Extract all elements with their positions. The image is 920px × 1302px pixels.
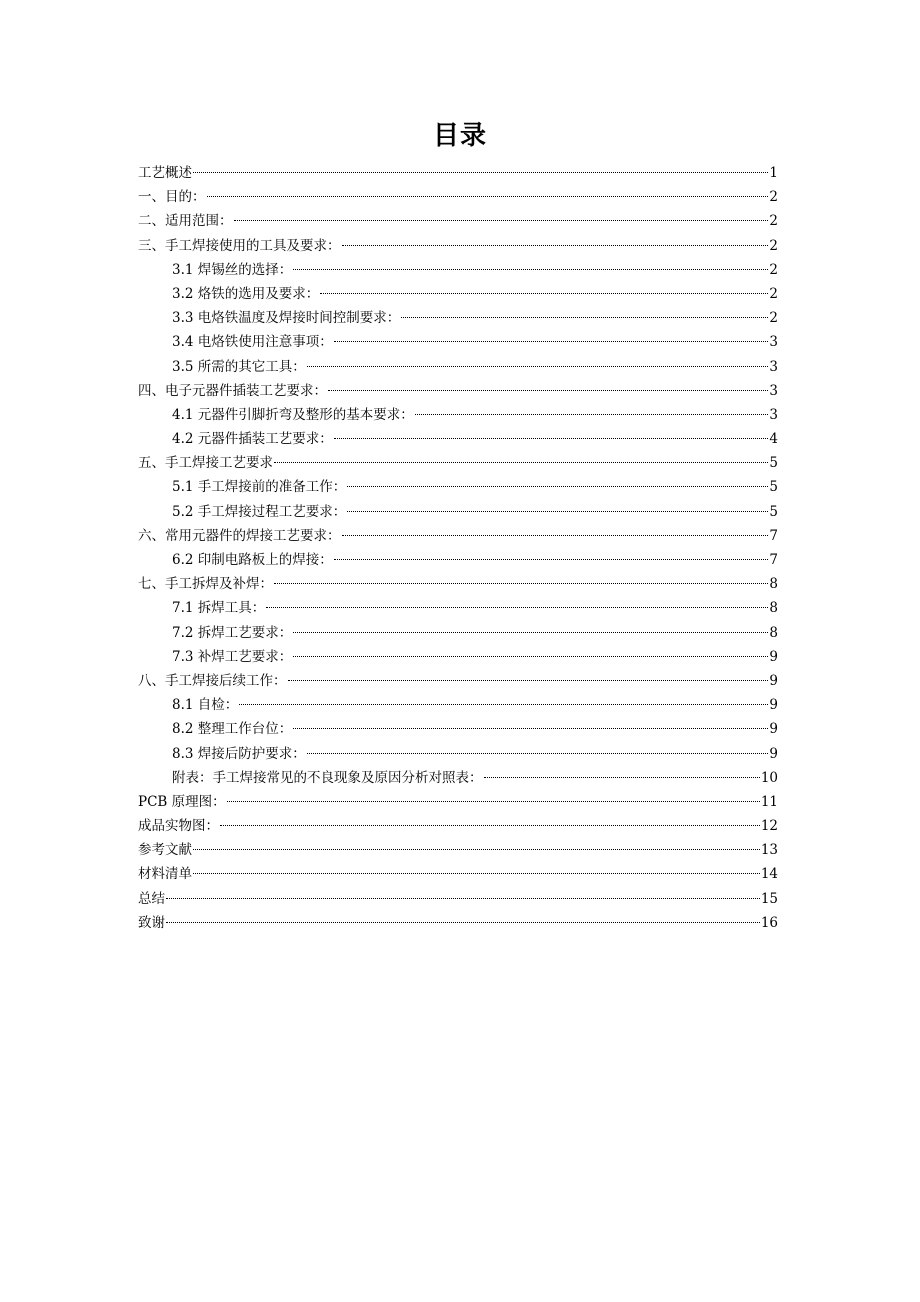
toc-entry-page-number: 3 bbox=[769, 358, 778, 375]
toc-entry[interactable] bbox=[138, 258, 778, 282]
toc-entry[interactable] bbox=[138, 403, 778, 427]
toc-entry-label: 7.3 补焊工艺要求： bbox=[172, 648, 293, 665]
toc-entry[interactable] bbox=[138, 475, 778, 499]
toc-entry[interactable] bbox=[138, 911, 778, 935]
toc-dot-leader bbox=[193, 873, 760, 874]
toc-entry[interactable] bbox=[138, 766, 778, 790]
toc-entry[interactable] bbox=[138, 596, 778, 620]
toc-entry-label: 3.1 焊锡丝的选择： bbox=[172, 261, 293, 278]
toc-entry-label: 一、目的： bbox=[138, 189, 206, 206]
toc-entry-page-number: 7 bbox=[769, 527, 778, 544]
toc-entry-label: 参考文献 bbox=[138, 842, 192, 859]
toc-entry-page-number: 2 bbox=[769, 213, 778, 230]
toc-dot-leader bbox=[307, 753, 769, 754]
toc-dot-leader bbox=[266, 607, 768, 608]
toc-entry-page-number: 3 bbox=[769, 334, 778, 351]
toc-entry[interactable] bbox=[138, 451, 778, 475]
toc-entry-page-number: 10 bbox=[760, 769, 778, 786]
toc-dot-leader bbox=[401, 317, 768, 318]
toc-entry-page-number: 2 bbox=[769, 189, 778, 206]
toc-entry[interactable] bbox=[138, 838, 778, 862]
toc-dot-leader bbox=[342, 535, 769, 536]
toc-dot-leader bbox=[347, 486, 768, 487]
toc-entry-label: 5.2 手工焊接过程工艺要求： bbox=[172, 503, 347, 520]
toc-entry-page-number: 13 bbox=[760, 842, 778, 859]
toc-entry-page-number: 15 bbox=[760, 890, 778, 907]
toc-entry-label: 4.1 元器件引脚折弯及整形的基本要求： bbox=[172, 406, 414, 423]
toc-entry-page-number: 5 bbox=[769, 503, 778, 520]
toc-entry[interactable] bbox=[138, 572, 778, 596]
toc-dot-leader bbox=[166, 898, 760, 899]
toc-entry-label: 3.5 所需的其它工具： bbox=[172, 358, 306, 375]
toc-entry[interactable] bbox=[138, 427, 778, 451]
toc-entry[interactable] bbox=[138, 693, 778, 717]
toc-entry-label: 三、手工焊接使用的工具及要求： bbox=[138, 237, 341, 254]
toc-entry[interactable] bbox=[138, 234, 778, 258]
toc-entry-page-number: 3 bbox=[769, 382, 778, 399]
toc-entry[interactable] bbox=[138, 790, 778, 814]
toc-entry-page-number: 8 bbox=[769, 624, 778, 641]
toc-entry-label: 五、手工焊接工艺要求 bbox=[138, 455, 273, 472]
toc-entry-page-number: 9 bbox=[769, 672, 778, 689]
toc-dot-leader bbox=[193, 849, 760, 850]
toc-dot-leader bbox=[293, 269, 768, 270]
toc-entry-page-number: 9 bbox=[769, 721, 778, 738]
toc-entry[interactable] bbox=[138, 621, 778, 645]
toc-entry[interactable] bbox=[138, 645, 778, 669]
toc-dot-leader bbox=[234, 220, 769, 221]
toc-entry-page-number: 2 bbox=[769, 237, 778, 254]
toc-entry-page-number: 11 bbox=[760, 793, 778, 810]
toc-entry-label: 7.2 拆焊工艺要求： bbox=[172, 624, 293, 641]
toc-dot-leader bbox=[293, 656, 768, 657]
toc-entry-page-number: 7 bbox=[769, 552, 778, 568]
toc-dot-leader bbox=[207, 196, 769, 197]
toc-dot-leader bbox=[320, 293, 768, 294]
table-of-contents bbox=[138, 161, 778, 935]
toc-entry[interactable] bbox=[138, 355, 778, 379]
toc-entry-label: 8.2 整理工作台位： bbox=[172, 721, 293, 738]
toc-entry-label: 致谢 bbox=[138, 914, 165, 931]
toc-entry-label: 5.1 手工焊接前的准备工作： bbox=[172, 479, 347, 496]
toc-dot-leader bbox=[293, 728, 768, 729]
toc-entry[interactable] bbox=[138, 330, 778, 354]
toc-dot-leader bbox=[239, 704, 768, 705]
toc-entry-page-number: 9 bbox=[769, 648, 778, 665]
toc-entry[interactable] bbox=[138, 282, 778, 306]
toc-entry-label: 成品实物图： bbox=[138, 818, 219, 835]
toc-entry[interactable] bbox=[138, 862, 778, 886]
toc-dot-leader bbox=[334, 438, 769, 439]
toc-dot-leader bbox=[347, 511, 768, 512]
toc-entry-page-number: 5 bbox=[769, 455, 778, 472]
toc-entry-page-number: 9 bbox=[769, 697, 778, 714]
toc-entry[interactable] bbox=[138, 742, 778, 766]
toc-entry-label: 8.3 焊接后防护要求： bbox=[172, 745, 306, 762]
toc-entry-label: 二、适用范围： bbox=[138, 213, 233, 230]
toc-dot-leader bbox=[274, 462, 768, 463]
toc-dot-leader bbox=[334, 341, 769, 342]
toc-entry-label: 四、电子元器件插装工艺要求： bbox=[138, 382, 327, 399]
toc-entry[interactable] bbox=[138, 524, 778, 548]
toc-entry[interactable] bbox=[138, 717, 778, 741]
toc-entry[interactable] bbox=[138, 500, 778, 524]
toc-entry-page-number: 3 bbox=[769, 406, 778, 423]
toc-entry-page-number: 2 bbox=[769, 310, 778, 327]
toc-entry[interactable] bbox=[138, 209, 778, 233]
toc-entry-page-number: 5 bbox=[769, 479, 778, 496]
toc-entry-label: 8.1 自检： bbox=[172, 697, 239, 714]
toc-entry-label: 3.3 电烙铁温度及焊接时间控制要求： bbox=[172, 310, 401, 327]
toc-dot-leader bbox=[328, 390, 768, 391]
toc-entry[interactable] bbox=[138, 887, 778, 911]
toc-entry-label: 总结 bbox=[138, 890, 165, 907]
toc-entry-page-number: 4 bbox=[769, 431, 778, 448]
toc-dot-leader bbox=[220, 825, 760, 826]
toc-entry-page-number: 2 bbox=[769, 285, 778, 302]
toc-entry[interactable] bbox=[138, 814, 778, 838]
toc-dot-leader bbox=[484, 777, 760, 778]
toc-entry-page-number: 1 bbox=[769, 165, 778, 181]
toc-dot-leader bbox=[307, 366, 769, 367]
toc-entry-page-number: 12 bbox=[760, 818, 778, 835]
toc-dot-leader bbox=[293, 632, 768, 633]
toc-entry[interactable] bbox=[138, 161, 778, 185]
toc-entry-label: 工艺概述 bbox=[138, 165, 192, 181]
toc-entry-label: 六、常用元器件的焊接工艺要求： bbox=[138, 527, 341, 544]
toc-entry-page-number: 16 bbox=[760, 914, 778, 931]
toc-dot-leader bbox=[227, 801, 760, 802]
toc-dot-leader bbox=[288, 680, 769, 681]
toc-entry-label: 6.2 印制电路板上的焊接： bbox=[172, 552, 333, 568]
page-title: 目录 bbox=[432, 121, 487, 151]
toc-entry-label: 3.2 烙铁的选用及要求： bbox=[172, 285, 320, 302]
toc-entry-page-number: 8 bbox=[769, 600, 778, 617]
toc-entry[interactable] bbox=[138, 548, 778, 572]
toc-entry-page-number: 9 bbox=[769, 745, 778, 762]
toc-dot-leader bbox=[193, 172, 768, 173]
toc-entry[interactable] bbox=[138, 306, 778, 330]
toc-entry-page-number: 8 bbox=[769, 576, 778, 593]
toc-entry-page-number: 14 bbox=[760, 866, 778, 883]
toc-entry-label: 7.1 拆焊工具： bbox=[172, 600, 266, 617]
toc-entry[interactable] bbox=[138, 185, 778, 209]
toc-entry-label: 4.2 元器件插装工艺要求： bbox=[172, 431, 333, 448]
toc-entry-label: 材料清单 bbox=[138, 866, 192, 883]
toc-dot-leader bbox=[166, 922, 760, 923]
toc-entry[interactable] bbox=[138, 669, 778, 693]
toc-entry-label: PCB 原理图： bbox=[138, 793, 226, 810]
toc-dot-leader bbox=[342, 245, 769, 246]
toc-entry-page-number: 2 bbox=[769, 261, 778, 278]
toc-dot-leader bbox=[415, 414, 769, 415]
toc-entry[interactable] bbox=[138, 379, 778, 403]
toc-entry-label: 附表：手工焊接常见的不良现象及原因分析对照表： bbox=[172, 769, 483, 786]
toc-entry-label: 八、手工焊接后续工作： bbox=[138, 672, 287, 689]
toc-entry-label: 七、手工拆焊及补焊： bbox=[138, 576, 273, 593]
toc-dot-leader bbox=[334, 559, 769, 560]
toc-entry-label: 3.4 电烙铁使用注意事项： bbox=[172, 334, 333, 351]
toc-dot-leader bbox=[274, 583, 768, 584]
